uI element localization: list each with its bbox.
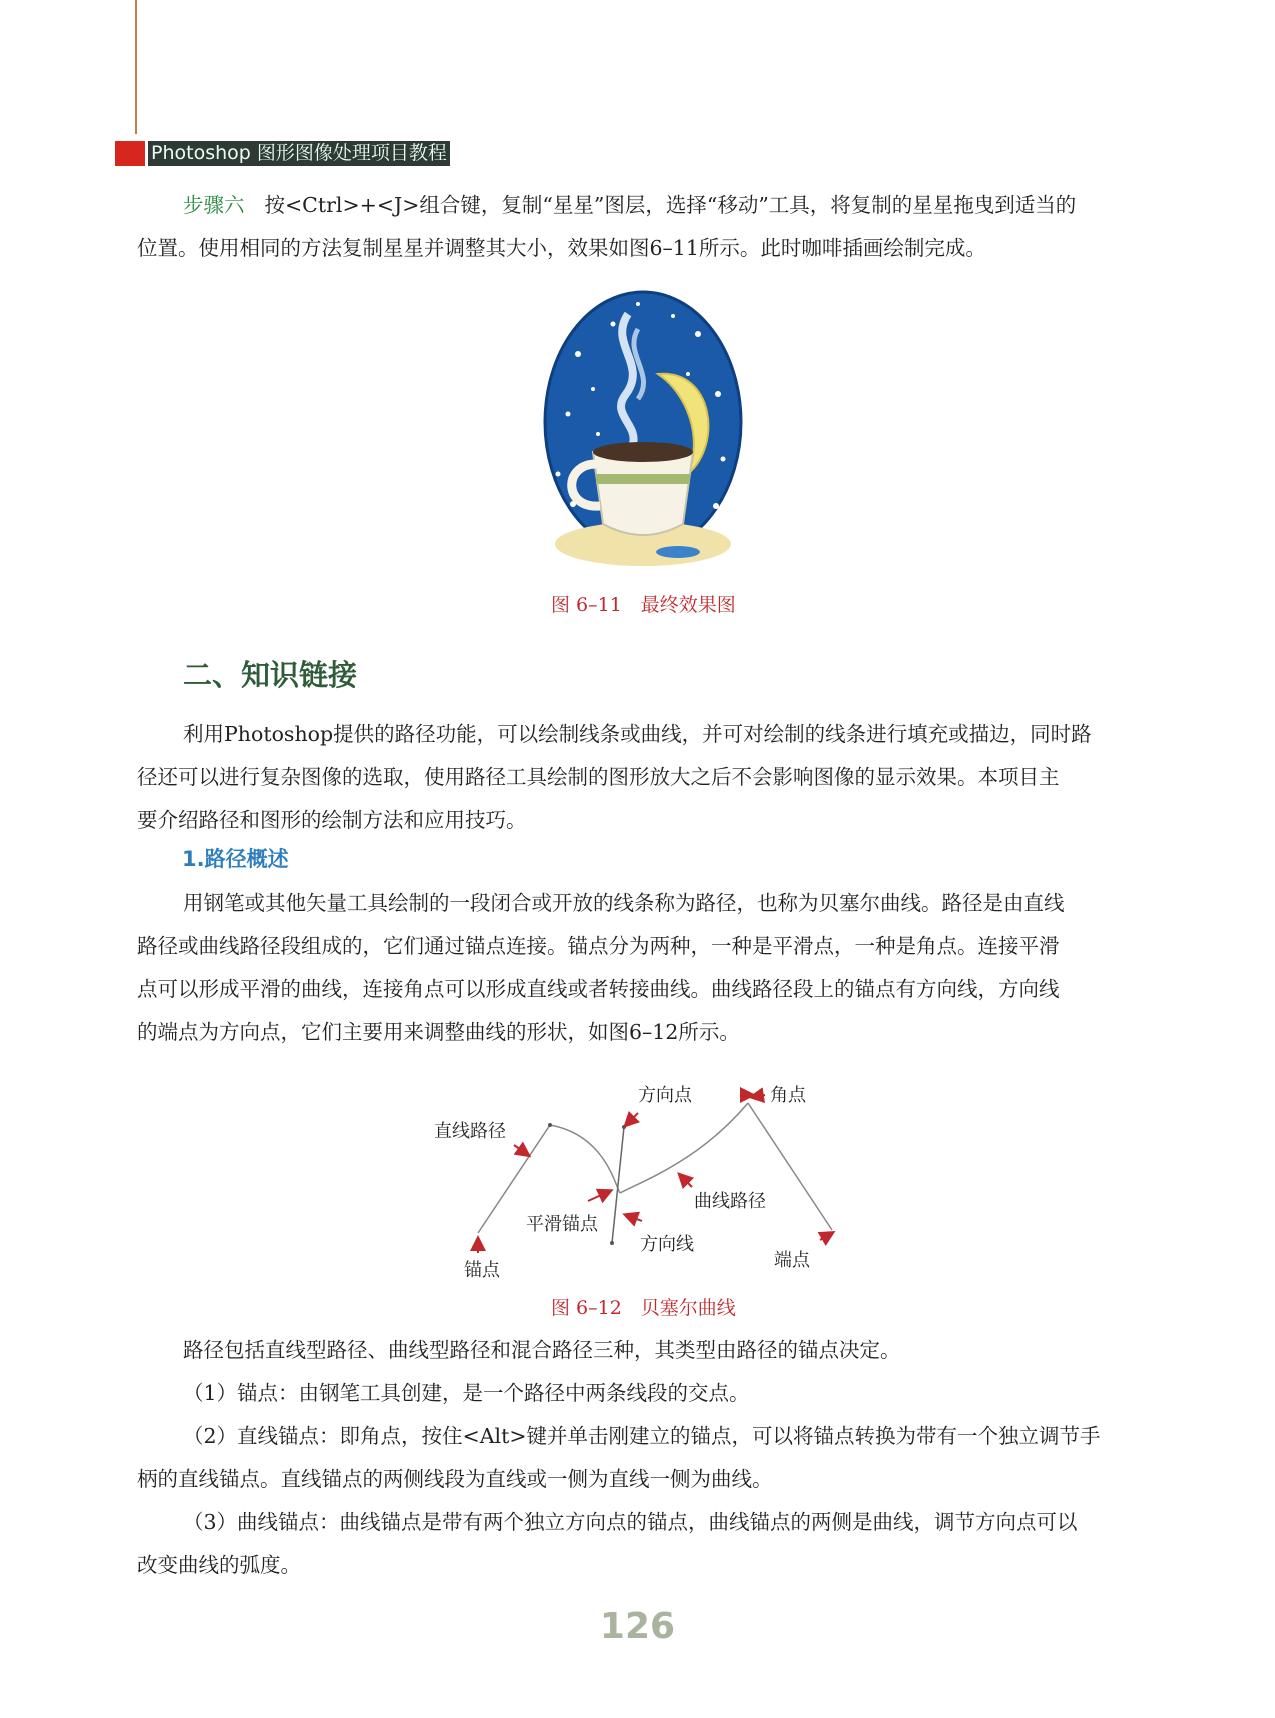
subsection-title: 1.路径概述	[182, 847, 289, 871]
arrow-direction-point	[626, 1113, 638, 1125]
item-straight-anchor-line-2: 柄的直线锚点。直线锚点的两侧线段为直线或一侧为直线一侧为曲线。	[137, 1467, 773, 1491]
overview-line-4: 的端点为方向点，它们主要用来调整曲线的形状，如图6–12所示。	[137, 1020, 740, 1044]
label-direction-point: 方向点	[638, 1085, 692, 1106]
direction-point-dot	[610, 1241, 614, 1245]
path-types-section	[137, 1329, 1147, 1587]
label-anchor: 锚点	[464, 1260, 500, 1281]
step6-line-2: 位置。使用相同的方法复制星星并调整其大小，效果如图6–11所示。此时咖啡插画绘制完成。	[137, 236, 986, 260]
running-header	[115, 141, 450, 166]
label-straight-path: 直线路径	[434, 1121, 506, 1142]
label-end-point: 端点	[774, 1250, 810, 1271]
overview-line-2: 路径或曲线路径段组成的，它们通过锚点连接。锚点分为两种，一种是平滑点，一种是角点。连接平滑	[137, 934, 1060, 958]
figure-6-11-caption: 图 6–11 最终效果图	[551, 594, 736, 616]
page-number: 126	[599, 1606, 676, 1647]
label-direction-line: 方向线	[640, 1234, 694, 1255]
coffee-cup	[593, 452, 693, 535]
overview-line-3: 点可以形成平滑的曲线，连接角点可以形成直线或者转接曲线。曲线路径段上的锚点有方向线，方向线	[137, 977, 1060, 1001]
item-straight-anchor-line-1: （2）直线锚点：即角点，按住<Alt>键并单击刚建立的锚点，可以将锚点转换为带有一个独立调节手	[183, 1424, 1101, 1448]
curve-segment-1	[550, 1125, 620, 1193]
step6-line-1	[137, 184, 1147, 227]
coffee-moon-illustration	[538, 284, 748, 584]
puddle	[656, 546, 700, 558]
arrow-direction-line	[626, 1215, 642, 1221]
step6-label: 步骤六	[183, 193, 245, 217]
direction-point-dot	[622, 1125, 626, 1129]
intro-line-3: 要介绍路径和图形的绘制方法和应用技巧。	[137, 808, 527, 832]
intro-line-1: 利用Photoshop提供的路径功能，可以绘制线条或曲线，并可对绘制的线条进行填充或描边，同时路	[183, 722, 1092, 746]
intro-line-2: 径还可以进行复杂图像的选取，使用路径工具绘制的图形放大之后不会影响图像的显示效果。本项目主	[137, 765, 1060, 789]
arrow-end-point	[820, 1233, 832, 1240]
section-title: 二、知识链接	[183, 658, 358, 692]
item-curve-anchor-line-2: 改变曲线的弧度。	[137, 1553, 301, 1577]
section-intro	[137, 713, 1147, 842]
label-curve-path: 曲线路径	[694, 1191, 766, 1212]
path-types-intro: 路径包括直线型路径、曲线型路径和混合路径三种，其类型由路径的锚点决定。	[183, 1338, 901, 1362]
header-red-block	[115, 141, 145, 166]
direction-line	[612, 1127, 624, 1243]
book-title: Photoshop 图形图像处理项目教程	[148, 141, 450, 166]
item-anchor: （1）锚点：由钢笔工具创建，是一个路径中两条线段的交点。	[183, 1381, 750, 1405]
item-curve-anchor-line-1: （3）曲线锚点：曲线锚点是带有两个独立方向点的锚点，曲线锚点的两侧是曲线，调节方向点可以	[183, 1510, 1078, 1534]
arrow-curve-path	[680, 1175, 692, 1187]
arrow-corner-point	[752, 1095, 765, 1097]
bezier-curve-diagram	[430, 1075, 850, 1281]
overview-line-1: 用钢笔或其他矢量工具绘制的一段闭合或开放的线条称为路径，也称为贝塞尔曲线。路径是由直线	[183, 891, 1065, 915]
coffee-surface	[593, 442, 693, 462]
path-overview-paragraph	[137, 882, 1147, 1054]
figure-6-12-caption: 图 6–12 贝塞尔曲线	[551, 1297, 736, 1319]
anchor-dot	[548, 1123, 552, 1127]
cup-band	[596, 474, 690, 484]
arrow-straight-path	[514, 1145, 528, 1155]
step6-paragraph	[137, 184, 1147, 270]
step6-text: 按<Ctrl>+<J>组合键，复制“星星”图层，选择“移动”工具，将复制的星星拖曳到适当的	[264, 193, 1077, 217]
margin-rule	[135, 0, 137, 134]
label-smooth-anchor: 平滑锚点	[526, 1214, 598, 1235]
label-corner-point: 角点	[770, 1085, 806, 1106]
arrow-smooth-anchor	[588, 1191, 610, 1201]
